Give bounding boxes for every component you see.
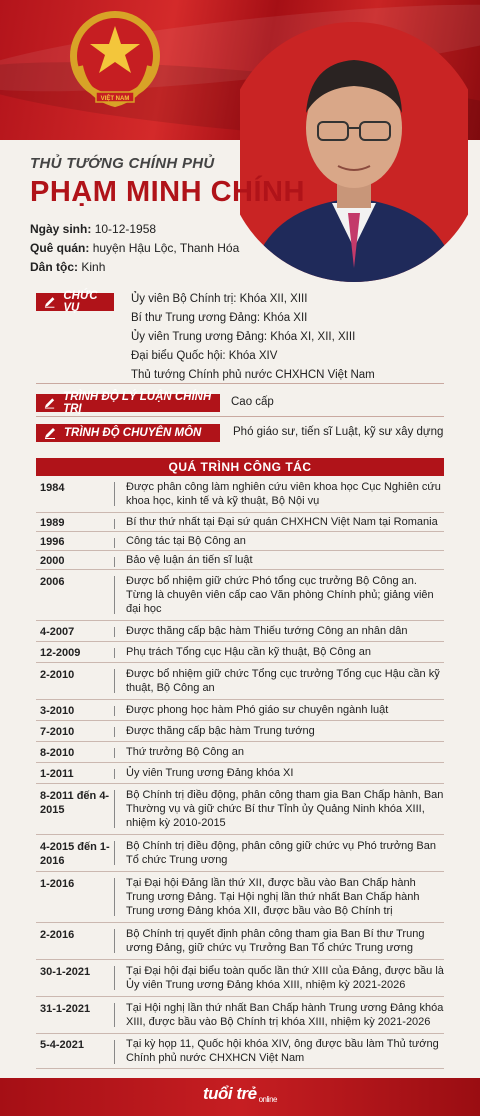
timeline-text: Được phân công làm nghiên cứu viên khoa học Cục Nghiên cứu khoa học, kinh tế và kỹ thuật, Bộ Nội vụ bbox=[126, 481, 441, 507]
bio-block bbox=[30, 220, 239, 277]
timeline-text: Được thăng cấp bậc hàm Trung tướng bbox=[126, 725, 315, 737]
timeline-date: 30-1-2021 bbox=[40, 966, 91, 978]
timeline-date: 8-2011 đến 4-2015 bbox=[40, 790, 110, 816]
section-divider bbox=[36, 383, 444, 384]
positions-label: CHỨC VỤ bbox=[63, 290, 98, 314]
timeline-heading: QUÁ TRÌNH CÔNG TÁC bbox=[36, 458, 444, 476]
timeline-row bbox=[36, 960, 444, 997]
timeline-text: Tại Đại hội Đảng lần thứ XII, được bầu vào Ban Chấp hành Trung ương Đảng. Tại Hội nghị lần thứ nhất Ban Chấp hành Trung ương Đảng khóa XII, được bầu vào Bộ Chính trị bbox=[126, 877, 420, 917]
timeline-marker-line bbox=[114, 929, 115, 953]
timeline-text: Được phong học hàm Phó giáo sư chuyên ngành luật bbox=[126, 704, 389, 716]
timeline-marker-line bbox=[114, 482, 115, 506]
timeline-row bbox=[36, 872, 444, 923]
timeline-row bbox=[36, 621, 444, 642]
timeline-row bbox=[36, 721, 444, 742]
timeline-date: 12-2009 bbox=[40, 647, 81, 659]
timeline-text: Công tác tại Bộ Công an bbox=[126, 535, 246, 547]
timeline-row bbox=[36, 642, 444, 663]
professional-label: TRÌNH ĐỘ CHUYÊN MÔN bbox=[64, 427, 202, 439]
timeline-row bbox=[36, 784, 444, 835]
timeline-date: 1-2016 bbox=[40, 878, 75, 890]
timeline-marker-line bbox=[114, 706, 115, 716]
position-item: Thủ tướng Chính phủ nước CHXHCN Việt Nam bbox=[131, 369, 375, 381]
timeline-date: 2-2010 bbox=[40, 669, 75, 681]
pen-icon bbox=[44, 427, 56, 439]
pen-icon bbox=[44, 397, 55, 409]
timeline-date: 5-4-2021 bbox=[40, 1039, 85, 1051]
title-position: THỦ TƯỚNG CHÍNH PHỦ bbox=[30, 155, 215, 172]
position-item: Bí thư Trung ương Đảng: Khóa XII bbox=[131, 312, 308, 324]
timeline-row bbox=[36, 742, 444, 763]
position-item: Ủy viên Trung ương Đảng: Khóa XI, XII, XIII bbox=[131, 331, 356, 343]
section-divider bbox=[36, 416, 444, 417]
home-value: huyện Hậu Lộc, Thanh Hóa bbox=[92, 241, 240, 255]
timeline-text: Bộ Chính trị quyết định phân công tham gia Ban Bí thư Trung ương Đảng, giữ chức vụ Trưởng Ban Tổ chức Trung ương bbox=[126, 928, 425, 954]
timeline-date: 8-2010 bbox=[40, 747, 75, 759]
timeline-marker-line bbox=[114, 1003, 115, 1027]
timeline-marker-line bbox=[114, 727, 115, 737]
portrait-photo bbox=[240, 18, 468, 286]
timeline-date: 3-2010 bbox=[40, 705, 75, 717]
timeline-marker-line bbox=[114, 1040, 115, 1064]
timeline-marker-line bbox=[114, 966, 115, 990]
timeline-row bbox=[36, 513, 444, 532]
timeline-marker-line bbox=[114, 769, 115, 779]
timeline-text: Bộ Chính trị điều động, phân công tham gia Ban Chấp hành, Ban Thường vụ và giữ chức Bí thư Tỉnh ủy Quảng Ninh khóa XIII, nhiệm kỳ 2010-2015 bbox=[126, 789, 444, 829]
timeline-row bbox=[36, 663, 444, 700]
timeline-marker-line bbox=[114, 878, 115, 916]
timeline-text: Bảo vệ luận án tiến sĩ luật bbox=[126, 554, 253, 566]
timeline-text: Được bổ nhiệm giữ chức Tổng cục trưởng Tổng cục Hậu cần kỹ thuật, Bộ Công an bbox=[126, 668, 440, 694]
birth-label: Ngày sinh: bbox=[30, 222, 92, 236]
positions-tag bbox=[36, 290, 114, 314]
timeline-marker-line bbox=[114, 748, 115, 758]
ethnic-row bbox=[30, 258, 239, 277]
timeline-row bbox=[36, 763, 444, 784]
timeline-date: 2-2016 bbox=[40, 929, 75, 941]
timeline-date: 1984 bbox=[40, 482, 65, 494]
timeline-text: Tại kỳ họp 11, Quốc hội khóa XIV, ông được bầu làm Thủ tướng Chính phủ nước CHXHCN Việt Nam bbox=[126, 1038, 439, 1064]
timeline-text: Tại Hội nghị lần thứ nhất Ban Chấp hành Trung ương Đảng khóa XIII, được bầu vào Bộ Chính trị khóa XIII, nhiệm kỳ 2021-2026 bbox=[126, 1002, 444, 1028]
logo-text: tuổi trẻ bbox=[203, 1084, 257, 1103]
logo-sub: online bbox=[258, 1095, 277, 1104]
birth-value: 10-12-1958 bbox=[94, 222, 157, 236]
timeline-date: 1996 bbox=[40, 536, 65, 548]
timeline-marker-line bbox=[114, 841, 115, 865]
timeline-text: Được bổ nhiệm giữ chức Phó tổng cục trưởng Bộ Công an. Từng là chuyên viên cấp cao Văn phòng Chính phủ; giảng viên đại học bbox=[126, 575, 434, 615]
pen-icon bbox=[44, 296, 55, 308]
timeline-marker-line bbox=[114, 576, 115, 614]
timeline-row bbox=[36, 476, 444, 513]
timeline-marker-line bbox=[114, 790, 115, 828]
timeline-text: Bí thư thứ nhất tại Đại sứ quán CHXHCN Việt Nam tại Romania bbox=[126, 516, 438, 528]
timeline-date: 4-2007 bbox=[40, 626, 75, 638]
birth-row bbox=[30, 220, 239, 239]
timeline-marker-line bbox=[114, 538, 115, 548]
political-tag bbox=[36, 391, 220, 415]
home-row bbox=[30, 239, 239, 258]
timeline-row bbox=[36, 997, 444, 1034]
timeline-marker-line bbox=[114, 519, 115, 529]
timeline-row bbox=[36, 923, 444, 960]
timeline-marker-line bbox=[114, 627, 115, 637]
timeline-row bbox=[36, 532, 444, 551]
political-label: TRÌNH ĐỘ LÝ LUẬN CHÍNH TRỊ bbox=[63, 391, 212, 415]
political-value: Cao cấp bbox=[231, 396, 274, 408]
timeline-text: Tại Đại hội đại biểu toàn quốc lần thứ XIII của Đảng, được bầu là Ủy viên Trung ương Đảng khóa XIII, nhiệm kỳ 2021-2026 bbox=[126, 965, 444, 991]
ethnic-value: Kinh bbox=[81, 260, 106, 274]
timeline-text: Thứ trưởng Bộ Công an bbox=[126, 746, 244, 758]
timeline-date: 4-2015 đến 1-2016 bbox=[40, 841, 110, 867]
position-item: Ủy viên Bộ Chính trị: Khóa XII, XIII bbox=[131, 293, 308, 305]
professional-value: Phó giáo sư, tiến sĩ Luật, kỹ sư xây dựng bbox=[233, 426, 444, 438]
tuoitre-logo bbox=[203, 1084, 277, 1104]
timeline-date: 2000 bbox=[40, 555, 65, 567]
timeline-marker-line bbox=[114, 648, 115, 658]
timeline-text: Bộ Chính trị điều động, phân công giữ chức vụ Phó trưởng Ban Tổ chức Trung ương bbox=[126, 840, 436, 866]
timeline-text: Phụ trách Tổng cục Hậu cần kỹ thuật, Bộ Công an bbox=[126, 646, 372, 658]
timeline-row bbox=[36, 700, 444, 721]
person-name: PHẠM MINH CHÍNH bbox=[30, 176, 305, 208]
timeline-row bbox=[36, 835, 444, 872]
position-item: Đại biểu Quốc hội: Khóa XIV bbox=[131, 350, 278, 362]
timeline-date: 2006 bbox=[40, 576, 65, 588]
timeline-marker-line bbox=[114, 557, 115, 567]
timeline-marker-line bbox=[114, 669, 115, 693]
timeline-date: 31-1-2021 bbox=[40, 1003, 91, 1015]
timeline-date: 7-2010 bbox=[40, 726, 75, 738]
timeline-list bbox=[36, 476, 444, 1069]
timeline-date: 1989 bbox=[40, 517, 65, 529]
timeline-text: Ủy viên Trung ương Đảng khóa XI bbox=[126, 767, 294, 779]
home-label: Quê quán: bbox=[30, 241, 90, 255]
emblem-text: VIỆT NAM bbox=[100, 96, 130, 102]
timeline-row bbox=[36, 570, 444, 621]
ethnic-label: Dân tộc: bbox=[30, 260, 78, 274]
positions-list bbox=[131, 290, 375, 385]
timeline-date: 1-2011 bbox=[40, 768, 74, 780]
professional-tag bbox=[36, 424, 220, 442]
timeline-text: Được thăng cấp bậc hàm Thiếu tướng Công an nhân dân bbox=[126, 625, 408, 637]
timeline-row bbox=[36, 551, 444, 570]
timeline-row bbox=[36, 1034, 444, 1069]
national-emblem-icon bbox=[66, 6, 164, 114]
